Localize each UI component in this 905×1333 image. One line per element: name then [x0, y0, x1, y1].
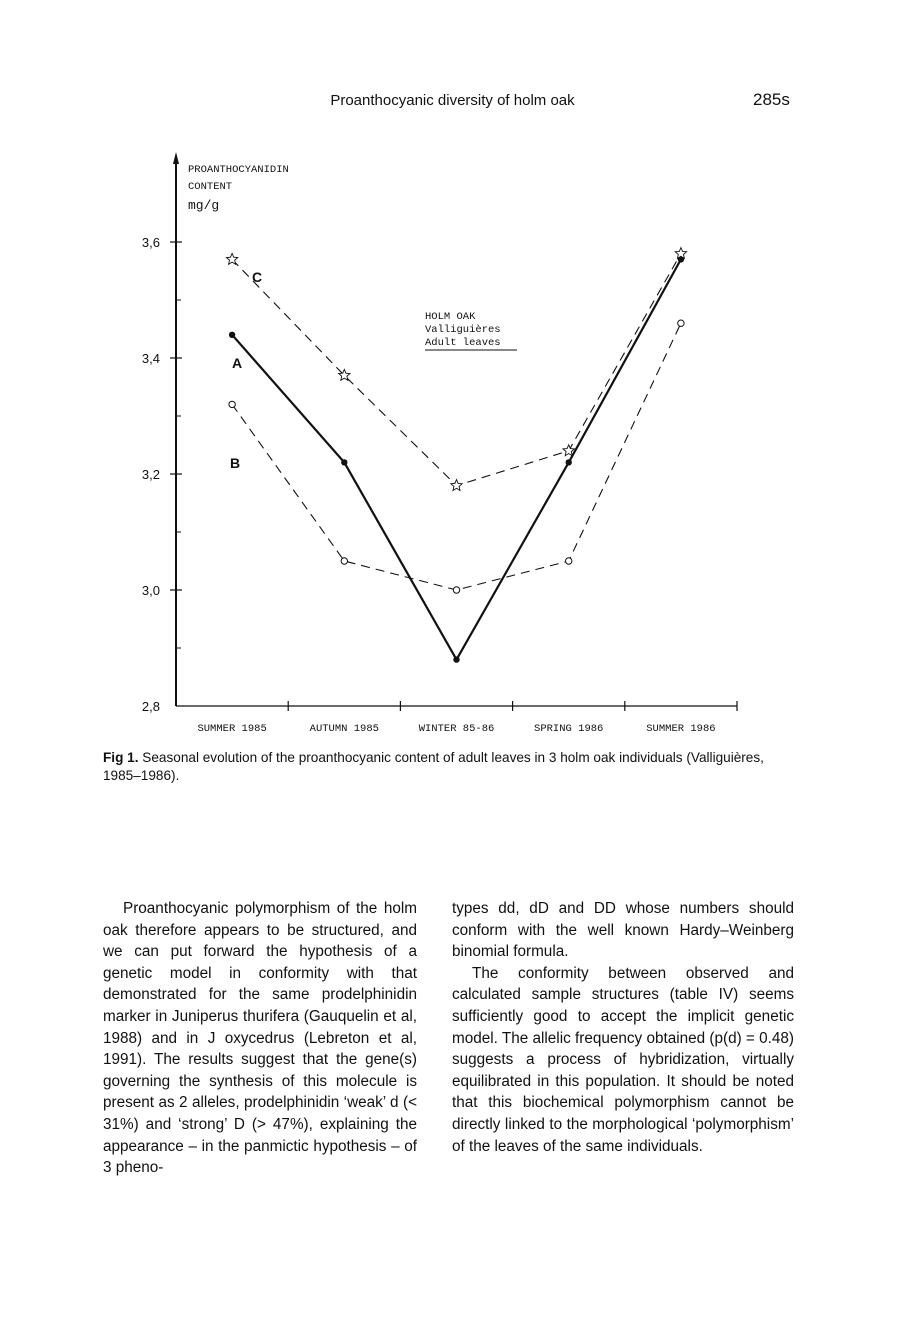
series-label-b: B — [230, 455, 241, 471]
x-tick-label: WINTER 85-86 — [418, 723, 495, 735]
series-marker-a — [453, 656, 459, 662]
y-tick-label: 3,0 — [141, 583, 160, 598]
x-tick-label: AUTUMN 1985 — [309, 723, 379, 735]
series-marker-b — [229, 401, 235, 407]
right-column — [452, 898, 794, 1157]
figure-caption — [103, 749, 803, 785]
left-column — [103, 898, 417, 1179]
series-marker-c — [451, 480, 462, 491]
y-tick-label: 3,2 — [141, 467, 160, 482]
running-title: Proanthocyanic diversity of holm oak — [330, 92, 575, 109]
x-tick-label: SUMMER 1986 — [646, 723, 716, 735]
series-marker-b — [566, 558, 572, 564]
caption-label: Fig 1. — [103, 750, 139, 765]
y-tick-label: 3,6 — [141, 235, 160, 250]
series-marker-a — [229, 332, 235, 338]
y-title-line-3: mg/g — [188, 198, 220, 213]
y-title-line-1: PROANTHOCYANIDIN — [188, 164, 289, 176]
legend-line-3: Adult leaves — [425, 337, 501, 349]
right-paragraph-1: types dd, dD and DD whose numbers should conform with the well known Hardy–Weinberg binomial formula. — [452, 900, 794, 961]
y-tick-label: 2,8 — [141, 699, 160, 714]
page-number: 285s — [753, 90, 790, 109]
left-paragraph: Proanthocyanic polymorphism of the holm oak therefore appears to be structured, and we can put forward the hypothesis of a genetic model in conformity with that demonstrated for the same prodelphinidin marker in Juniperus thurifera (Gauquelin et al, 1988) and in J oxycedrus (Lebreton et al, 1991). The results suggest that the gene(s) governing the synthesis of this molecule is present as 2 alleles, prodelphinidin ‘weak’ d (< 31%) and ‘strong’ D (> 47%), explaining the appearance – in the panmictic hypothesis – of 3 pheno- — [103, 900, 417, 1177]
series-layer — [226, 248, 686, 663]
chart-legend — [425, 311, 517, 350]
y-axis-title — [188, 164, 289, 213]
series-marker-b — [453, 587, 459, 593]
y-axis-arrowhead — [173, 152, 179, 164]
y-title-line-2: CONTENT — [188, 181, 233, 193]
legend-line-1: HOLM OAK — [425, 311, 476, 323]
series-line-c — [232, 254, 681, 486]
x-tick-label: SPRING 1986 — [534, 723, 604, 735]
series-marker-c — [226, 253, 237, 264]
y-tick-label: 3,4 — [141, 351, 160, 366]
series-label-c: C — [252, 269, 263, 285]
series-marker-a — [566, 459, 572, 465]
series-marker-b — [678, 320, 684, 326]
series-marker-b — [341, 558, 347, 564]
series-line-b — [232, 323, 681, 590]
legend-line-2: Valliguières — [425, 324, 501, 336]
x-tick-label: SUMMER 1985 — [197, 723, 267, 735]
series-marker-a — [341, 459, 347, 465]
caption-text: Seasonal evolution of the proanthocyanic content of adult leaves in 3 holm oak individuals (Valliguières, 1985–1986). — [103, 750, 764, 783]
series-label-a: A — [232, 355, 243, 371]
right-paragraph-2: The conformity between observed and calculated sample structures (table IV) seems sufficiently good to accept the implicit genetic model. The allelic frequency obtained (p(d) = 0.48) suggests a process of hybridization, virtually equilibrated in this population. It should be noted that this biochemical polymorphism cannot be directly linked to the morphological ‘polymorphism’ of the leaves of the same individuals. — [452, 964, 794, 1155]
